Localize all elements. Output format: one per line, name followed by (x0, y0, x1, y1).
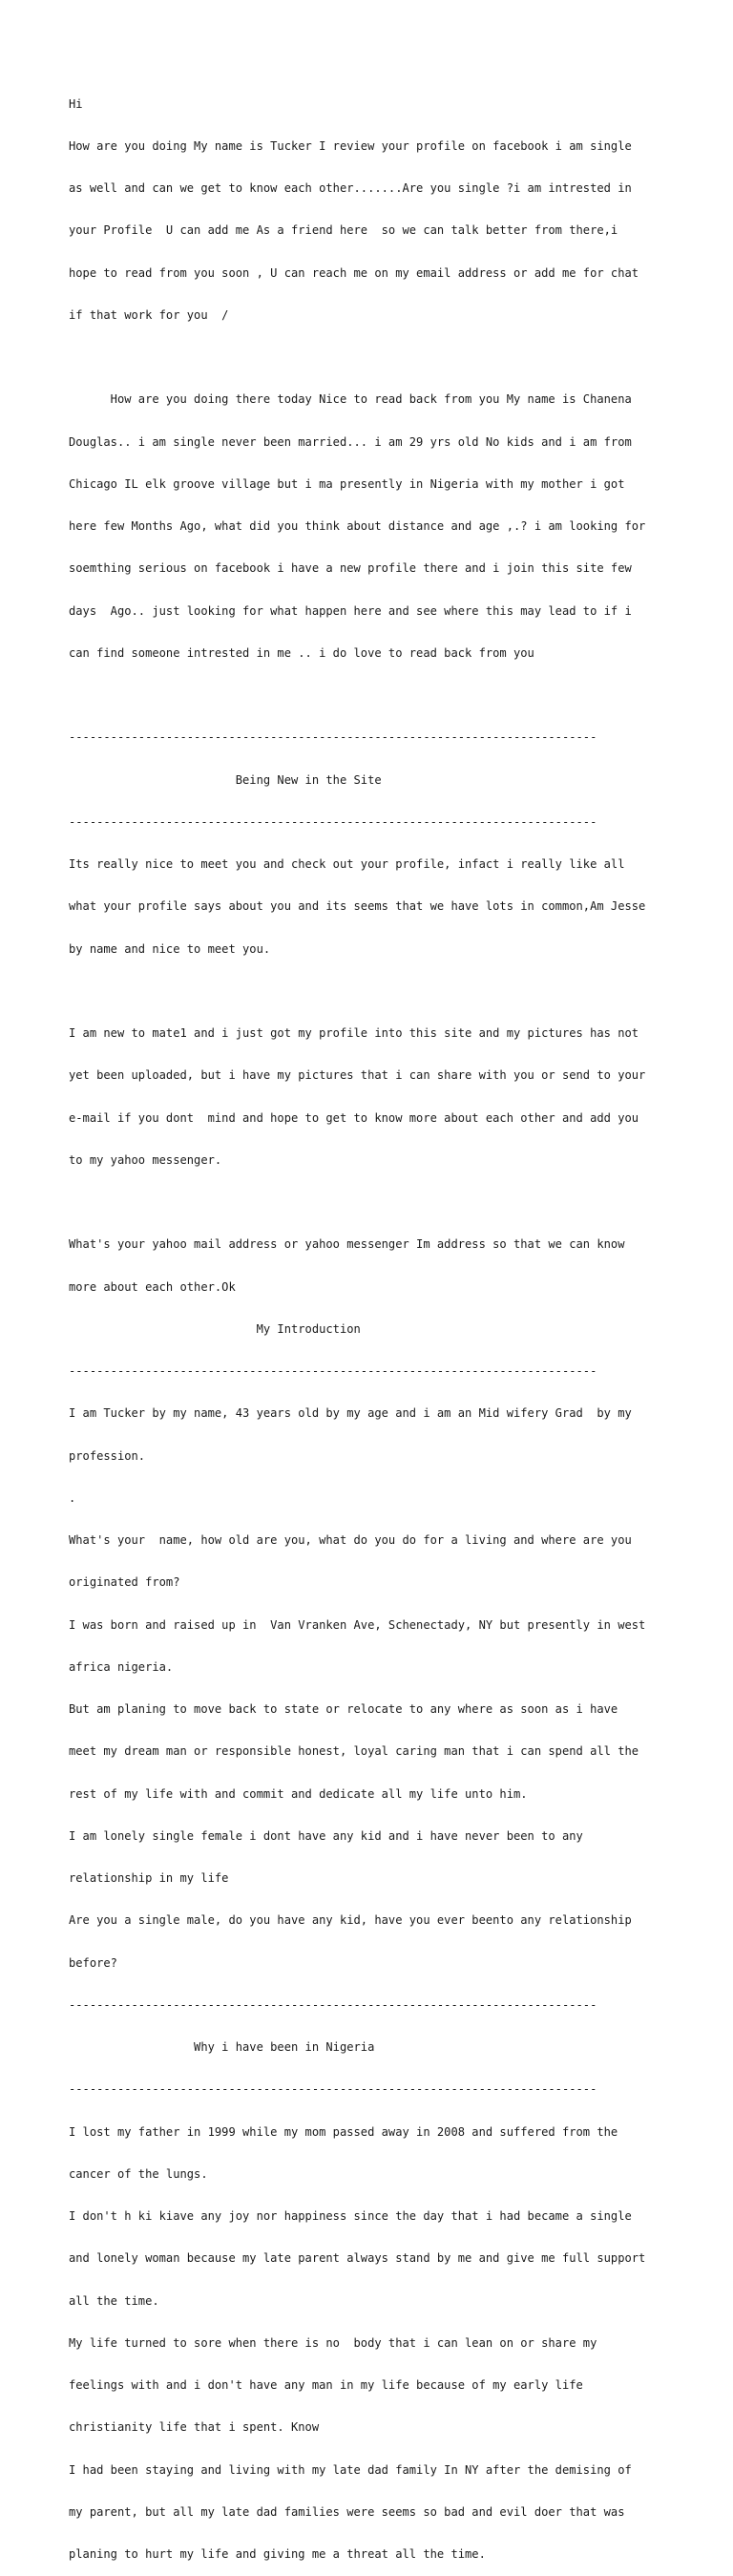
text-line: if that work for you / (69, 307, 229, 322)
text-line: my parent, but all my late dad families were seems so bad and evil doer that was (69, 2504, 625, 2519)
text-line: your Profile U can add me As a friend here so we can talk better from there,i (69, 223, 618, 238)
text-line: can find someone intrested in me .. i do love to read back from you (69, 645, 534, 660)
text-line: meet my dream man or responsible honest, loyal caring man that i can spend all the (69, 1744, 639, 1759)
text-line: But am planing to move back to state or relocate to any where as soon as i have (69, 1702, 618, 1716)
text-line: What's your name, how old are you, what do you do for a living and where are you (69, 1533, 632, 1547)
text-line: as well and can we get to know each other.......Are you single ?i am intrested in (69, 181, 632, 195)
text-line: and lonely woman because my late parent always stand by me and give me full support (69, 2251, 646, 2266)
divider-line: ---------------------------------------------------------------------------- (69, 2082, 597, 2097)
text-line: I lost my father in 1999 while my mom passed away in 2008 and suffered from the (69, 2124, 618, 2139)
section-heading: Why i have been in Nigeria (69, 2040, 375, 2054)
text-line: I am new to mate1 and i just got my profile into this site and my pictures has not (69, 1026, 639, 1040)
text-line: to my yahoo messenger. (69, 1152, 222, 1167)
text-line: Hi (69, 96, 83, 111)
blank-line (69, 688, 718, 703)
section-heading: My Introduction (69, 1321, 361, 1336)
text-line: profession. (69, 1448, 146, 1463)
divider-line: ---------------------------------------------------------------------------- (69, 1997, 597, 2012)
text-line: Are you a single male, do you have any kid, have you ever beento any relationship (69, 1913, 632, 1928)
text-line: I am Tucker by my name, 43 years old by my age and i am an Mid wifery Grad by my (69, 1406, 632, 1421)
text-line: I don't h ki kiave any joy nor happiness since the day that i had became a single (69, 2209, 632, 2223)
text-line: I was born and raised up in Van Vranken Ave, Schenectady, NY but presently in west (69, 1617, 646, 1632)
text-line: christianity life that i spent. Know (69, 2420, 320, 2435)
text-line: Its really nice to meet you and check out your profile, infact i really like all (69, 857, 625, 871)
text-line: relationship in my life (69, 1871, 229, 1885)
text-line: e-mail if you dont mind and hope to get to know more about each other and add you (69, 1110, 639, 1125)
divider-line: ---------------------------------------------------------------------------- (69, 814, 597, 829)
text-line: . (69, 1490, 76, 1505)
text-line: originated from? (69, 1575, 180, 1590)
text-line: Douglas.. i am single never been married... i am 29 yrs old No kids and i am from (69, 434, 632, 449)
blank-line (69, 1195, 718, 1210)
text-line: africa nigeria. (69, 1659, 174, 1674)
text-line: How are you doing there today Nice to read back from you My name is Chanena (69, 392, 632, 407)
text-line: cancer of the lungs. (69, 2166, 208, 2181)
text-line: before? (69, 1955, 117, 1970)
text-line: days Ago.. just looking for what happen here and see where this may lead to if i (69, 603, 632, 618)
divider-line: ---------------------------------------------------------------------------- (69, 1364, 597, 1378)
text-line: How are you doing My name is Tucker I review your profile on facebook i am single (69, 138, 632, 153)
text-line: more about each other.Ok (69, 1279, 236, 1294)
text-line: Chicago IL elk groove village but i ma presently in Nigeria with my mother i got (69, 476, 625, 491)
text-line: yet been uploaded, but i have my pictures that i can share with you or send to your (69, 1068, 646, 1083)
text-line: feelings with and i don't have any man in my life because of my early life (69, 2378, 583, 2392)
text-line: hope to read from you soon , U can reach me on my email address or add me for chat (69, 265, 639, 280)
text-line: I had been staying and living with my late dad family In NY after the demising of (69, 2462, 632, 2477)
text-line: all the time. (69, 2293, 159, 2308)
text-line: what your profile says about you and its seems that we have lots in common,Am Jesse (69, 899, 646, 914)
text-line: rest of my life with and commit and dedicate all my life unto him. (69, 1786, 528, 1801)
divider-line: ---------------------------------------------------------------------------- (69, 730, 597, 745)
text-line: by name and nice to meet you. (69, 941, 271, 956)
text-line: soemthing serious on facebook i have a new profile there and i join this site few (69, 561, 632, 576)
text-line: My life turned to sore when there is no body that i can lean on or share my (69, 2335, 597, 2350)
section-heading: Being New in the Site (69, 772, 382, 787)
text-line: planing to hurt my life and giving me a threat all the time. (69, 2547, 486, 2561)
blank-line (69, 984, 718, 999)
text-line: I am lonely single female i dont have any kid and i have never been to any (69, 1828, 583, 1843)
text-line: What's your yahoo mail address or yahoo messenger Im address so that we can know (69, 1237, 625, 1252)
blank-line (69, 350, 718, 365)
text-line: here few Months Ago, what did you think about distance and age ,.? i am looking for (69, 519, 646, 533)
document-body (69, 69, 718, 2576)
